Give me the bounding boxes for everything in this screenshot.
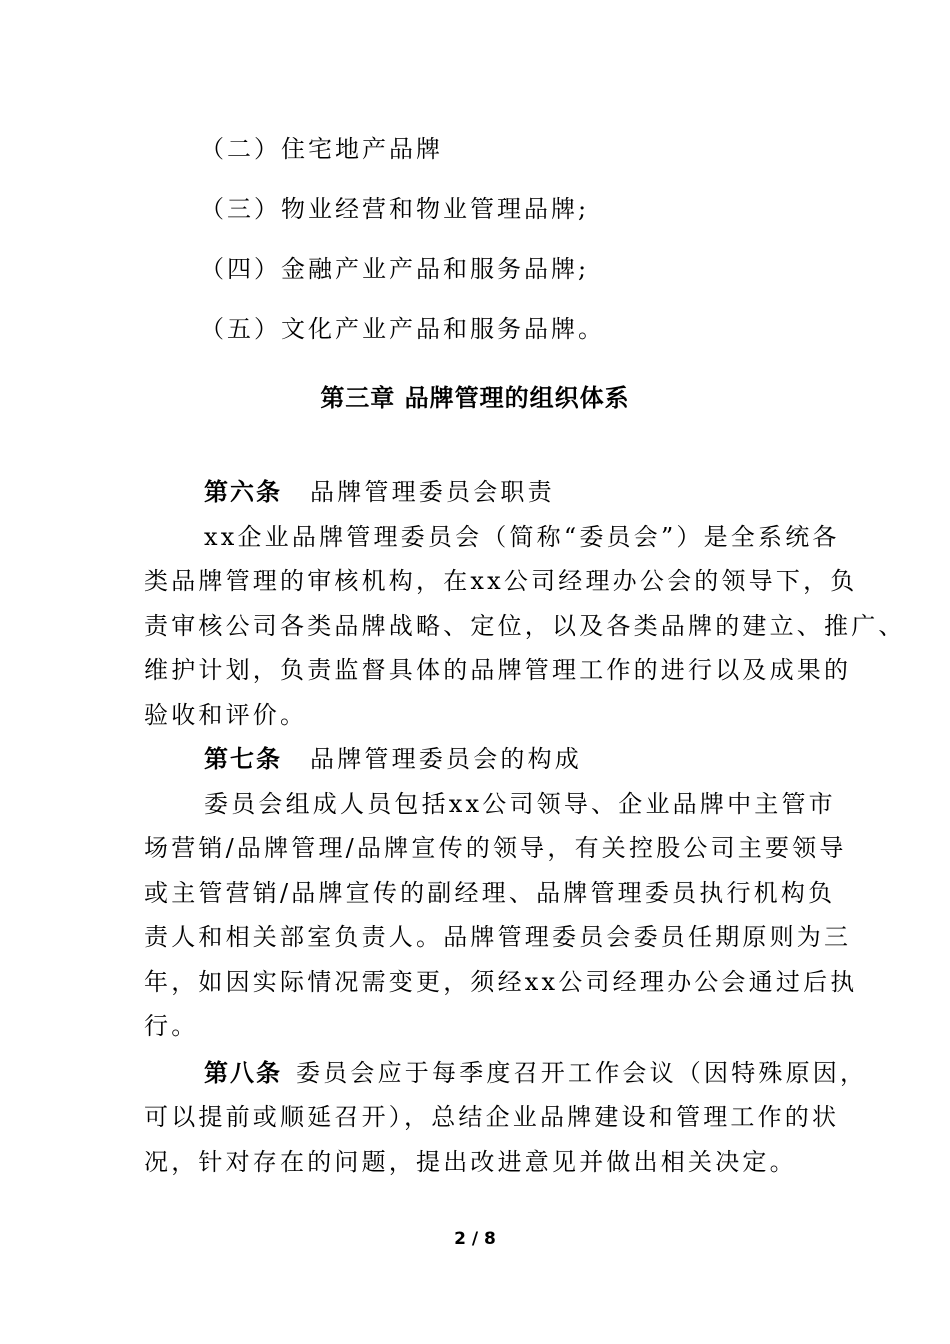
article-6-line: xx企业品牌管理委员会（简称“委员会”）是全系统各 — [204, 523, 840, 551]
article-6-line: 验收和评价。 — [144, 701, 308, 729]
article-7-title: 品牌管理委员会的构成 — [310, 745, 582, 773]
article-8-line: 可以提前或顺延召开），总结企业品牌建设和管理工作的状 — [144, 1103, 840, 1131]
article-7-heading — [204, 744, 582, 774]
list-item-4: （四）金融产业产品和服务品牌; — [200, 255, 590, 283]
article-7-line: 委员会组成人员包括xx公司领导、企业品牌中主管市 — [204, 790, 836, 818]
article-8-heading — [204, 1058, 867, 1088]
list-item-2: （二）住宅地产品牌 — [200, 135, 443, 163]
article-6-line: 维护计划，负责监督具体的品牌管理工作的进行以及成果的 — [144, 656, 852, 684]
article-6-line: 责审核公司各类品牌战略、定位，以及各类品牌的建立、推广、 — [144, 612, 906, 640]
list-item-3: （三）物业经营和物业管理品牌; — [200, 195, 590, 223]
article-7-line: 年，如因实际情况需变更，须经xx公司经理办公会通过后执 — [144, 968, 858, 996]
chapter-title: 第三章 品牌管理的组织体系 — [320, 384, 630, 412]
article-7-line: 行。 — [144, 1012, 199, 1040]
list-item-5: （五）文化产业产品和服务品牌。 — [200, 315, 605, 343]
article-6-label: 第六条 — [204, 478, 282, 506]
article-6-title: 品牌管理委员会职责 — [310, 478, 555, 506]
article-7-line: 责人和相关部室负责人。品牌管理委员会委员任期原则为三 — [144, 923, 852, 951]
article-7-line: 场营销/品牌管理/品牌宣传的领导，有关控股公司主要领导 — [144, 834, 847, 862]
page-number: 2 / 8 — [454, 1229, 496, 1249]
article-8-line: 况，针对存在的问题，提出改进意见并做出相关决定。 — [144, 1148, 797, 1176]
article-7-label: 第七条 — [204, 745, 282, 773]
article-8-first-line: 委员会应于每季度召开工作会议（因特殊原因， — [296, 1059, 868, 1087]
article-6-heading — [204, 477, 555, 507]
article-6-line: 类品牌管理的审核机构，在xx公司经理办公会的领导下，负 — [144, 567, 858, 595]
article-8-label: 第八条 — [204, 1059, 282, 1087]
article-7-line: 或主管营销/品牌宣传的副经理、品牌管理委员执行机构负 — [144, 879, 836, 907]
